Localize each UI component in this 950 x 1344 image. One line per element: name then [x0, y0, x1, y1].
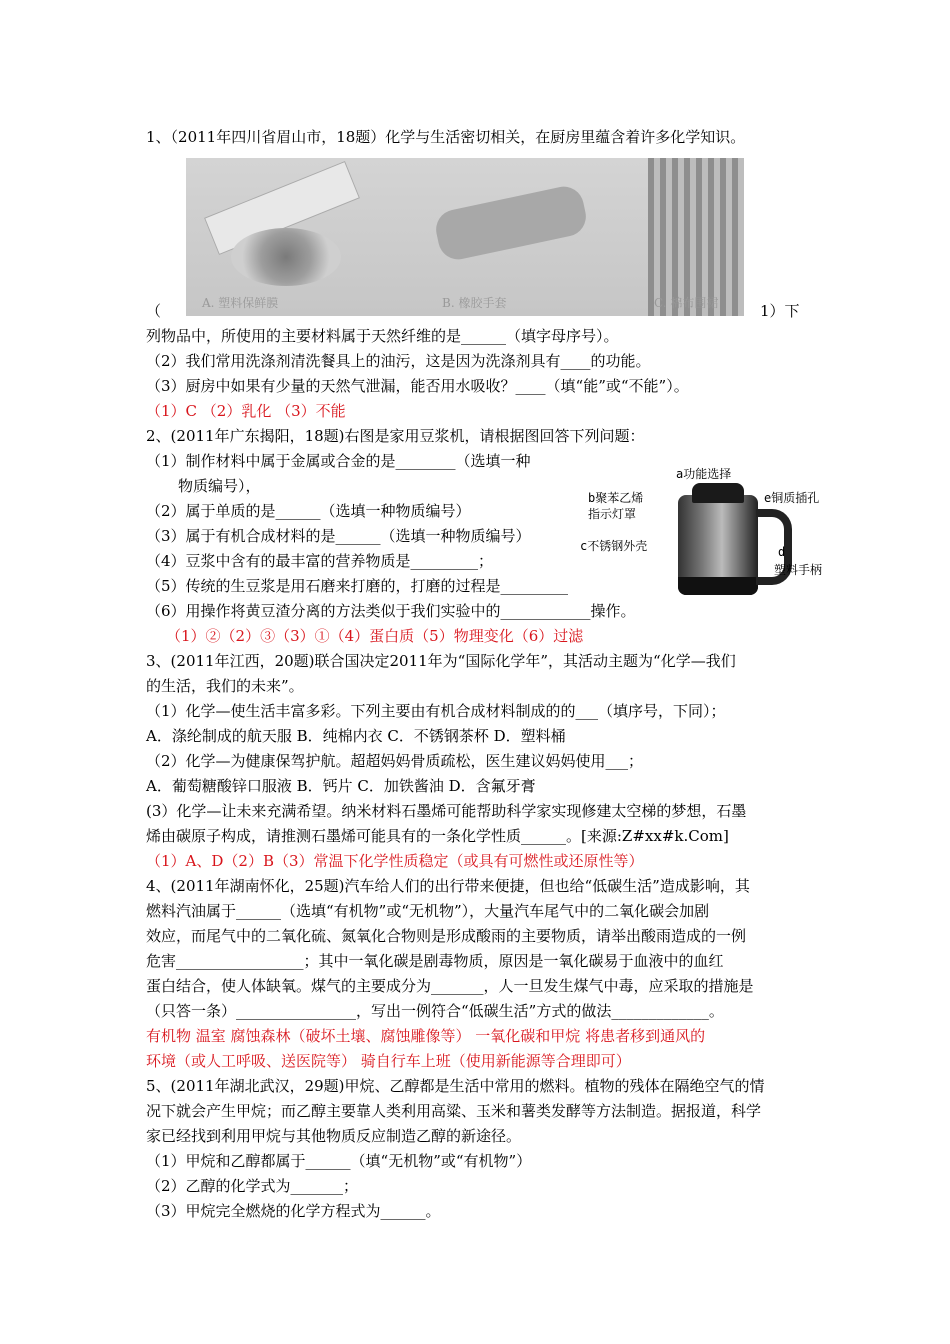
- q3-line-1: （1）化学—使生活丰富多彩。下列主要由有机合成材料制成的的___（填序号，下同）；: [146, 702, 726, 720]
- label-a: a功能选择: [676, 467, 732, 481]
- q3-line-2: A．涤纶制成的航天服 B．纯棉内衣 C．不锈钢茶杯 D．塑料桶: [146, 727, 566, 745]
- q2-line-1b: 物质编号），: [178, 477, 261, 495]
- q1-paren-tail: 1）下: [760, 302, 800, 320]
- q2-line-3: （3）属于有机合成材料的是______（选填一种物质编号）: [146, 527, 531, 545]
- q1-line-1: 列物品中，所使用的主要材料属于天然纤维的是______（填字母序号）。: [146, 327, 619, 345]
- label-d1: d: [778, 545, 786, 559]
- q2-line-5: （5）传统的生豆浆是用石磨来打磨的，打磨的过程是_________: [146, 577, 569, 595]
- q2-answer: （1）②（2）③（3）①（4）蛋白质（5）物理变化（6）过滤: [166, 627, 584, 645]
- plate-image: [231, 228, 341, 286]
- q1-line-2: （2）我们常用洗涤剂清洗餐具上的油污，这是因为洗涤剂具有____的功能。: [146, 352, 651, 370]
- q4-answer-1: 有机物 温室 腐蚀森林（破坏土壤、腐蚀雕像等） 一氧化碳和甲烷 将患者移到通风的: [146, 1027, 706, 1045]
- photo-caption-b: B. 橡胶手套: [442, 296, 507, 310]
- kitchen-items-photo: [186, 158, 744, 316]
- q5-line-4: （1）甲烷和乙醇都属于______（填“无机物”或“有机物”）: [146, 1152, 532, 1170]
- q4-line-4: 危害_________________；其中一氧化碳是剧毒物质，原因是一氧化碳易于血液中的血红: [146, 952, 724, 970]
- label-d2: 塑料手柄: [774, 563, 823, 577]
- q3-heading-2: 的生活，我们的未来”。: [146, 677, 304, 695]
- photo-caption-c: C. 棉布围裙: [654, 296, 719, 310]
- q4-line-5: 蛋白结合，使人体缺氧。煤气的主要成分为_______，人一旦发生煤气中毒，应采取的措施是: [146, 977, 754, 995]
- q1-paren-open: （: [146, 302, 162, 320]
- q3-line-5: (3）化学—让未来充满希望。纳米材料石墨烯可能帮助科学家实现修建太空梯的梦想，石墨: [146, 802, 747, 820]
- q1-heading: 1、（2011年四川省眉山市，18题）化学与生活密切相关，在厨房里蕴含着许多化学知识。: [146, 128, 746, 146]
- q3-line-4: A．葡萄糖酸锌口服液 B．钙片 C．加铁酱油 D．含氟牙膏: [146, 777, 536, 795]
- q1-answer: （1）C （2）乳化 （3）不能: [146, 402, 346, 420]
- q1-line-3: （3）厨房中如果有少量的天然气泄漏，能否用水吸收？____（填“能”或“不能”）。: [146, 377, 689, 395]
- cotton-apron-image: [648, 158, 744, 316]
- q5-line-1: 5、(2011年湖北武汉，29题)甲烷、乙醇都是生活中常用的燃料。植物的残体在隔绝空气的情: [146, 1077, 765, 1095]
- q3-answer: （1）A、D（2）B（3）常温下化学性质稳定（或具有可燃性或还原性等）: [146, 852, 644, 870]
- q2-line-6: （6）用操作将黄豆渣分离的方法类似于我们实验中的____________操作。: [146, 602, 636, 620]
- q5-line-3: 家已经找到利用甲烷与其他物质反应制造乙醇的新途径。: [146, 1127, 522, 1145]
- q3-line-6: 烯由碳原子构成，请推测石墨烯可能具有的一条化学性质______。[来源:Z#xx#k.Com]: [146, 827, 729, 845]
- q2-line-1: （1）制作材料中属于金属或合金的是________（选填一种: [146, 452, 531, 470]
- label-b1: b聚苯乙烯: [588, 491, 644, 505]
- machine-base: [678, 577, 758, 595]
- q5-line-6: （3）甲烷完全燃烧的化学方程式为______。: [146, 1202, 441, 1220]
- label-e: e铜质插孔: [764, 491, 820, 505]
- q5-line-5: （2）乙醇的化学式为_______；: [146, 1177, 359, 1195]
- q2-line-2: （2）属于单质的是______（选填一种物质编号）: [146, 502, 471, 520]
- rubber-glove-image: [432, 183, 589, 263]
- q4-line-3: 效应，而尾气中的二氧化硫、氮氧化合物则是形成酸雨的主要物质，请举出酸雨造成的一例: [146, 927, 747, 945]
- photo-caption-a: A. 塑料保鲜膜: [202, 296, 279, 310]
- q2-heading: 2、(2011年广东揭阳，18题)右图是家用豆浆机，请根据图回答下列问题：: [146, 427, 645, 445]
- q3-line-3: （2）化学—为健康保驾护航。超超妈妈骨质疏松，医生建议妈妈使用___；: [146, 752, 644, 770]
- q4-line-1: 4、(2011年湖南怀化，25题)汽车给人们的出行带来便捷，但也给“低碳生活”造成影响，其: [146, 877, 750, 895]
- q5-line-2: 况下就会产生甲烷；而乙醇主要靠人类利用高粱、玉米和薯类发酵等方法制造。据报道，科学: [146, 1102, 762, 1120]
- q4-line-6: （只答一条）________________，写出一例符合“低碳生活”方式的做法_____________。: [146, 1002, 724, 1020]
- soymilk-machine-diagram: [580, 465, 850, 600]
- label-b2: 指示灯罩: [588, 507, 637, 521]
- q3-heading: 3、(2011年江西，20题)联合国决定2011年为“国际化学年”，其活动主题为“化学—我们: [146, 652, 736, 670]
- label-c: c不锈钢外壳: [580, 539, 648, 553]
- machine-lid: [692, 483, 744, 503]
- q4-line-2: 燃料汽油属于______（选填“有机物”或“无机物”），大量汽车尾气中的二氧化碳会加剧: [146, 902, 710, 920]
- q2-line-4: （4）豆浆中含有的最丰富的营养物质是_________；: [146, 552, 494, 570]
- q4-answer-2: 环境（或人工呼吸、送医院等） 骑自行车上班（使用新能源等合理即可）: [146, 1052, 631, 1070]
